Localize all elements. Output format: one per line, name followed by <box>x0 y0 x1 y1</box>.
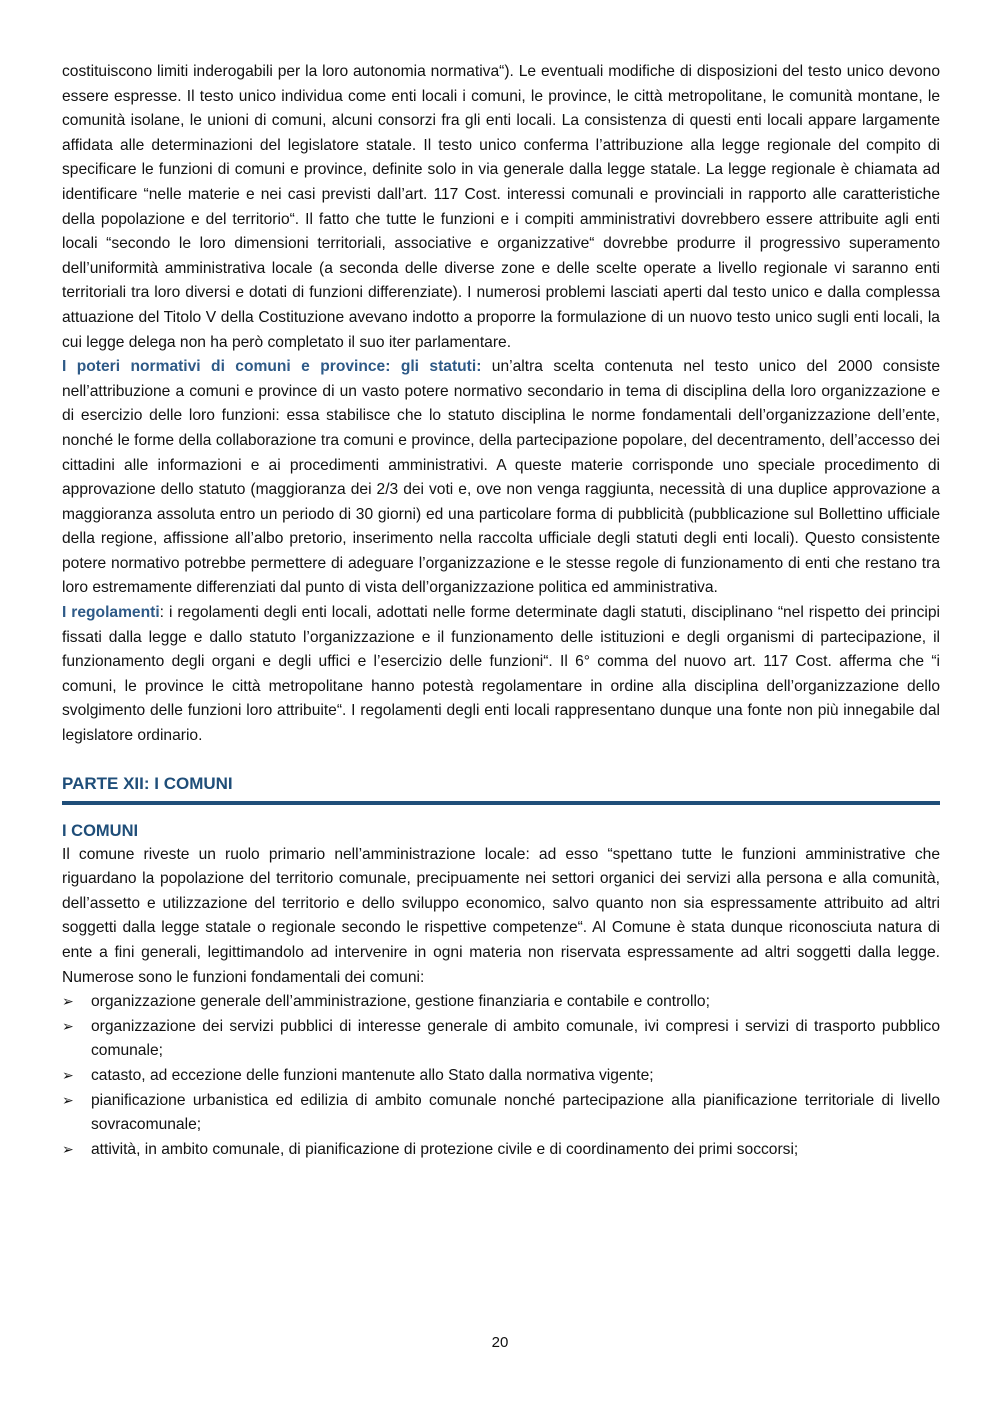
list-item <box>62 1015 940 1064</box>
paragraph-statuti <box>62 355 940 601</box>
list-item-text: organizzazione generale dell’amministrazione, gestione finanziaria e contabile e controllo; <box>91 993 710 1011</box>
document-page <box>62 60 940 1162</box>
section-heading: PARTE XII: I COMUNI <box>62 770 940 805</box>
arrow-bullet-icon: ➢ <box>62 1018 74 1035</box>
paragraph-lead: I regolamenti <box>62 604 160 622</box>
list-item <box>62 1138 940 1163</box>
functions-list <box>62 990 940 1162</box>
page-number: 20 <box>491 1334 509 1351</box>
list-item <box>62 1089 940 1138</box>
list-item <box>62 990 940 1015</box>
list-item-text: pianificazione urbanistica ed edilizia di ambito comunale nonché partecipazione alla pianificazione territoriale di livello sovracomunale; <box>91 1091 940 1134</box>
list-item <box>62 1064 940 1089</box>
paragraph-text: : i regolamenti degli enti locali, adottati nelle forme determinate dagli statuti, disciplinano “nel rispetto dei principi fissati dalla legge e dallo statuto l’organizzazione e il funzionamento delle istituzioni e degli organismi di partecipazione, il funzionamento degli organi e degli uffici e l’esercizio delle funzioni“. Il 6° comma del nuovo art. 117 Cost. afferma che “i comuni, le province le città metropolitane hanno potestà regolamentare in ordine alla disciplina dell’organizzazione dello svolgimento delle funzioni loro attribuite“. I regolamenti degli enti locali rappresentano dunque una fonte non più innegabile dal legislatore ordinario. <box>62 604 940 745</box>
paragraph-text: costituiscono limiti inderogabili per la loro autonomia normativa“). Le eventuali modifiche di disposizioni del testo unico devono essere espresse. Il testo unico individua come enti locali i comuni, le province, le città metropolitane, le comunità montane, le comunità isolane, le unioni di comuni, alcuni consorzi fra gli enti locali. La consistenza di questi enti locali appare largamente affidata alle determinazioni del legislatore statale. Il testo unico conferma l’attribuzione alla legge regionale del compito di specificare le funzioni di comuni e province, definite solo in via generale dalla legge statale. La legge regionale è chiamata ad identificare “nelle materie e nei casi previsti dall’art. 117 Cost. interessi comunali e provinciali in rapporto alle caratteristiche della popolazione e del territorio“. Il fatto che tutte le funzioni e i compiti amministrativi dovrebbero essere attribuite agli enti locali “secondo le loro dimensioni territoriali, associative e organizzative“ dovrebbe produrre il progressivo superamento dell’uniformità amministrativa locale (a seconda delle diverse zone e delle scelte operate a livello regionale vi saranno enti territoriali tra loro diversi e dotati di funzioni differenziate). I numerosi problemi lasciati aperti dal testo unico e dalla complessa attuazione del Titolo V della Costituzione avevano indotto a proporre la formulazione di un nuovo testo unico sugli enti locali, la cui legge delega non ha però completato il suo iter parlamentare. <box>62 63 940 351</box>
arrow-bullet-icon: ➢ <box>62 1092 74 1109</box>
arrow-bullet-icon: ➢ <box>62 1141 74 1158</box>
list-item-text: attività, in ambito comunale, di pianificazione di protezione civile e di coordinamento dei primi soccorsi; <box>91 1140 799 1158</box>
paragraph-text: un’altra scelta contenuta nel testo unico del 2000 consiste nell’attribuzione a comuni e province di un vasto potere normativo secondario in tema di disciplina della loro organizzazione e di esercizio delle loro funzioni: essa stabilisce che lo statuto disciplina le norme fondamentali dell’organizzazione dell’ente, nonché le forme della collaborazione tra comuni e province, della partecipazione popolare, del decentramento, dell’accesso dei cittadini alle informazioni e ai procedimenti amministrativi. A queste materie corrisponde uno speciale procedimento di approvazione dello statuto (maggioranza dei 2/3 dei voti e, ove non venga raggiunta, necessità di una duplice approvazione a maggioranza assoluta entro un periodo di 30 giorni) ed una particolare forma di pubblicità (pubblicazione sul Bollettino ufficiale della regione, affissione all’albo pretorio, inserimento nella raccolta ufficiale degli statuti degli enti locali). Questo consistente potere normativo potrebbe permettere di adeguare l’organizzazione e le stesse regole di funzionamento di enti che restano tra loro estremamente differenziati dal punto di vista dell’organizzazione politica ed amministrativa. <box>62 358 940 597</box>
list-item-text: organizzazione dei servizi pubblici di interesse generale di ambito comunale, ivi compresi i servizi di trasporto pubblico comunale; <box>91 1017 940 1060</box>
paragraph-comuni: Il comune riveste un ruolo primario nell’amministrazione locale: ad esso “spettano tutte le funzioni amministrative che riguardano la popolazione del territorio comunale, precipuamente nei settori organici dei servizi alla persona e alla comunità, dell’assetto e utilizzazione del territorio e dello sviluppo economico, salvo quanto non sia espressamente attribuito ad altri soggetti dalla legge statale o regionale secondo le rispettive competenze“. Al Comune è stata dunque riconosciuta natura di ente a fini generali, legittimandolo ad intervenire in ogni materia non riservata espressamente ad altri soggetti dalla legge. Numerose sono le funzioni fondamentali dei comuni: <box>62 845 940 986</box>
paragraph-regolamenti <box>62 601 940 749</box>
list-item-text: catasto, ad eccezione delle funzioni mantenute allo Stato dalla normativa vigente; <box>91 1066 654 1084</box>
arrow-bullet-icon: ➢ <box>62 1067 74 1084</box>
subheading: I COMUNI <box>62 821 139 840</box>
paragraph-lead: I poteri normativi di comuni e province: gli statuti: <box>62 358 482 376</box>
paragraph-continuation <box>62 60 940 355</box>
arrow-bullet-icon: ➢ <box>62 994 74 1011</box>
